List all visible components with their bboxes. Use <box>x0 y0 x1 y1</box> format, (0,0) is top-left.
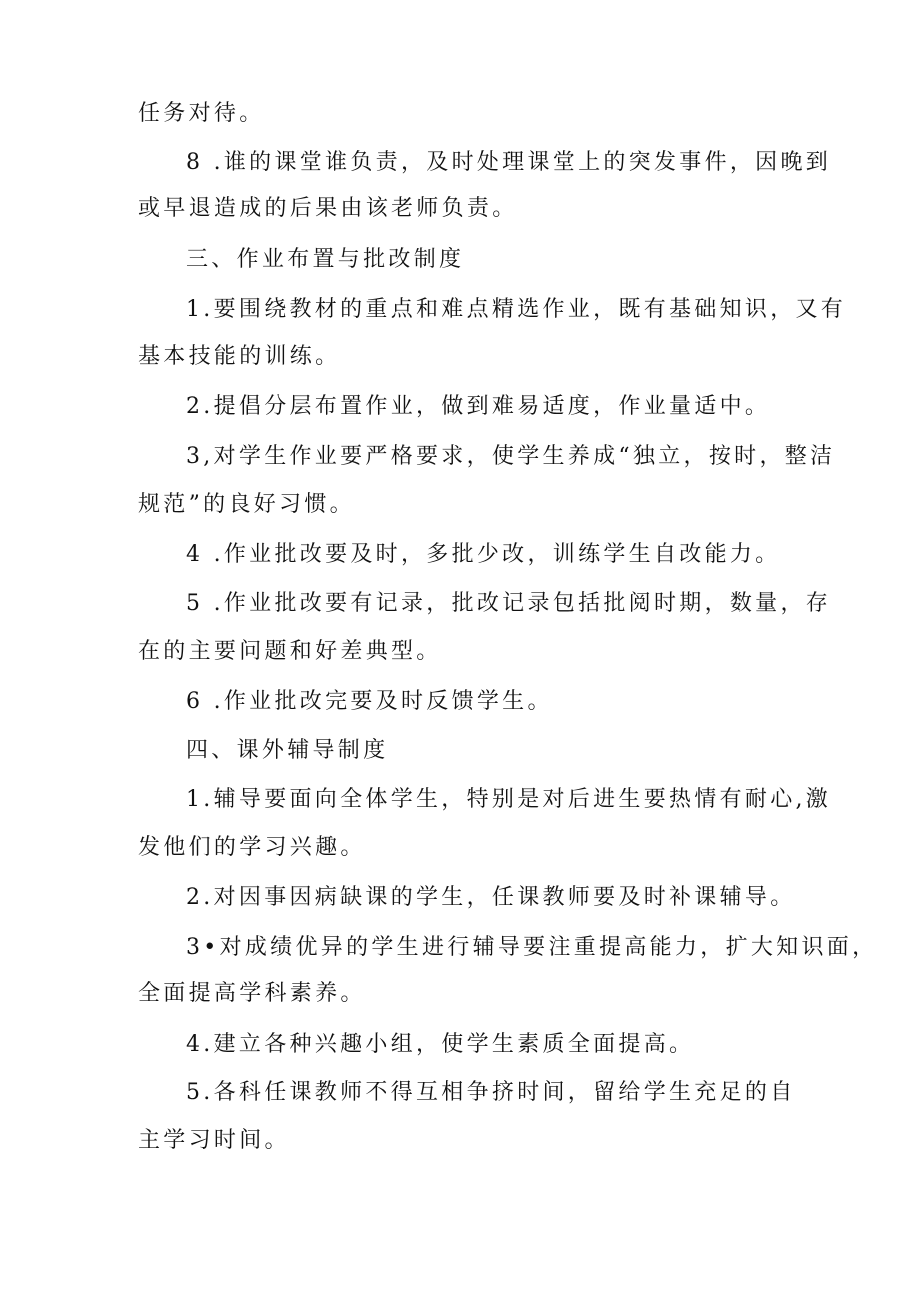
text-line: 5 .作业批改要有记录，批改记录包括批阅时期，数量，存 <box>186 591 832 616</box>
text-line: 3,对学生作业要严格要求，使学生养成“独立，按时，整洁 <box>186 444 836 469</box>
text-line: 主学习时间。 <box>138 1128 290 1153</box>
text-line: 基本技能的训练。 <box>138 344 341 369</box>
text-line: 1.要围绕教材的重点和难点精选作业，既有基础知识，又有 <box>186 297 847 322</box>
text-line: 2.提倡分层布置作业，做到难易适度，作业量适中。 <box>186 394 771 419</box>
text-line: 在的主要问题和好差典型。 <box>138 639 442 664</box>
text-line: 4 .作业批改要及时，多批少改，训练学生自改能力。 <box>186 542 781 567</box>
text-line: 4.建立各种兴趣小组，使学生素质全面提高。 <box>186 1032 695 1057</box>
text-line: 1.辅导要面向全体学生，特别是对后进生要热情有耐心,激 <box>186 787 832 812</box>
text-line: 或早退造成的后果由该老师负责。 <box>138 196 518 221</box>
text-line: 6 .作业批改完要及时反馈学生。 <box>186 689 553 714</box>
text-line: 3•对成绩优异的学生进行辅导要注重提高能力，扩大知识面， <box>186 935 878 960</box>
section-heading: 四、课外辅导制度 <box>186 738 389 763</box>
text-line: 任务对待。 <box>138 101 265 126</box>
text-line: 8 .谁的课堂谁负责，及时处理课堂上的突发事件，因晚到 <box>186 150 832 175</box>
text-line: 5.各科任课教师不得互相争挤时间，留给学生充足的自 <box>186 1080 796 1105</box>
text-line: 规范”的良好习惯。 <box>138 492 355 517</box>
text-line: 2.对因事因病缺课的学生，任课教师要及时补课辅导。 <box>186 885 796 910</box>
text-line: 发他们的学习兴趣。 <box>138 835 366 860</box>
section-heading: 三、作业布置与批改制度 <box>186 247 465 272</box>
text-line: 全面提高学科素养。 <box>138 981 366 1006</box>
